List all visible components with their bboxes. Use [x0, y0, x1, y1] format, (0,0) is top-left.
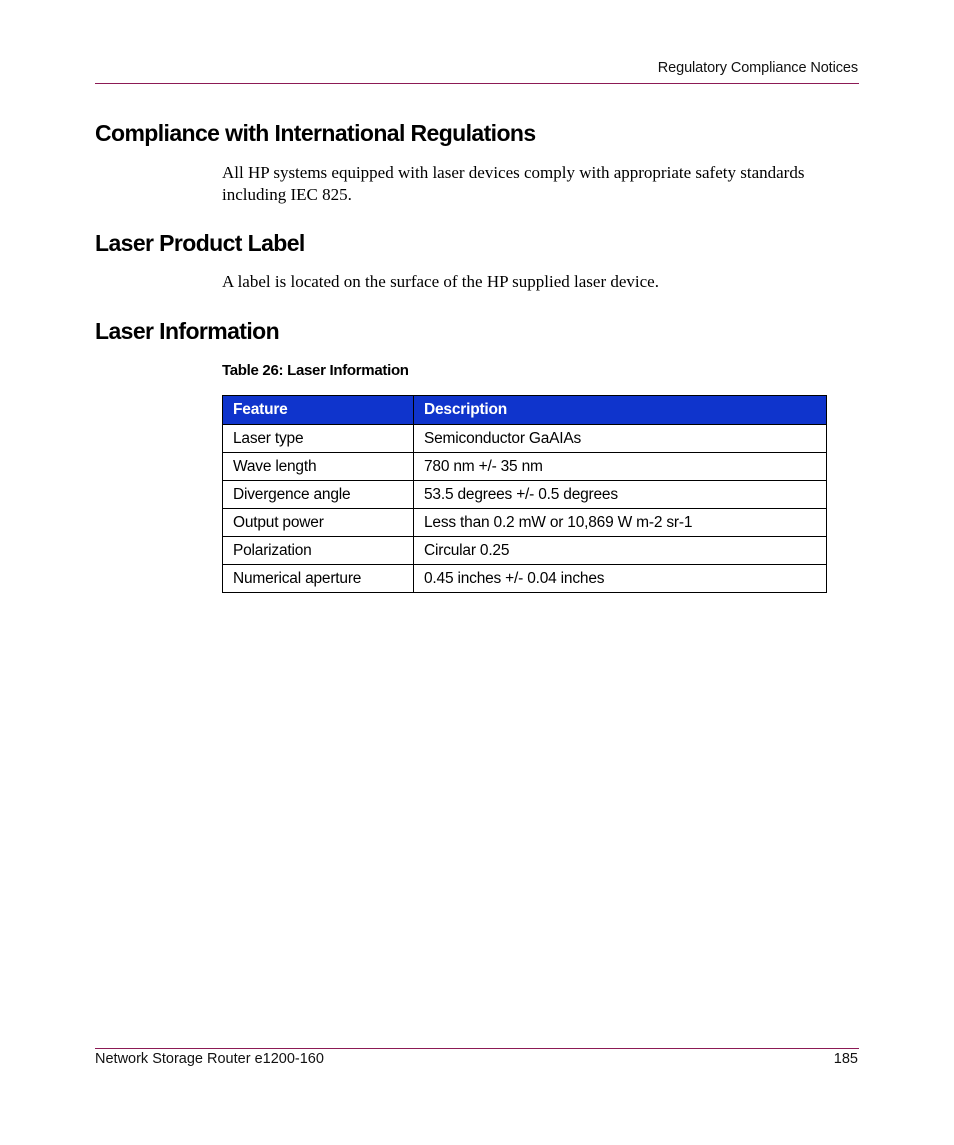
running-header: Regulatory Compliance Notices [657, 60, 858, 76]
feature-cell: Divergence angle [223, 481, 414, 509]
table-row [223, 481, 827, 509]
table-row [223, 537, 827, 565]
column-header-description: Description [414, 396, 827, 425]
table-header-row [223, 396, 827, 425]
description-cell: Less than 0.2 mW or 10,869 W m-2 sr-1 [414, 509, 827, 537]
feature-cell: Polarization [223, 537, 414, 565]
table-row [223, 509, 827, 537]
column-header-feature: Feature [223, 396, 414, 425]
description-cell: Semiconductor GaAIAs [414, 425, 827, 453]
description-cell: Circular 0.25 [414, 537, 827, 565]
footer-product-name: Network Storage Router e1200-160 [95, 1051, 324, 1067]
feature-cell: Laser type [223, 425, 414, 453]
laser-information-table [222, 395, 827, 593]
heading-laser-product-label: Laser Product Label [95, 230, 305, 256]
page-number: 185 [833, 1051, 858, 1067]
feature-cell: Output power [223, 509, 414, 537]
description-cell: 53.5 degrees +/- 0.5 degrees [414, 481, 827, 509]
paragraph-laser-product-label: A label is located on the surface of the HP supplied laser device. [222, 272, 659, 291]
description-cell: 780 nm +/- 35 nm [414, 453, 827, 481]
heading-laser-information: Laser Information [95, 318, 280, 344]
table-caption: Table 26: Laser Information [222, 362, 409, 379]
feature-cell: Numerical aperture [223, 565, 414, 593]
description-cell: 0.45 inches +/- 0.04 inches [414, 565, 827, 593]
paragraph-compliance: All HP systems equipped with laser devices comply with appropriate safety standards including IEC 825. [222, 163, 805, 204]
heading-compliance: Compliance with International Regulations [95, 120, 536, 146]
feature-cell: Wave length [223, 453, 414, 481]
table-row [223, 425, 827, 453]
table-row [223, 453, 827, 481]
header-rule [95, 83, 859, 84]
footer-rule [95, 1048, 859, 1049]
table-row [223, 565, 827, 593]
